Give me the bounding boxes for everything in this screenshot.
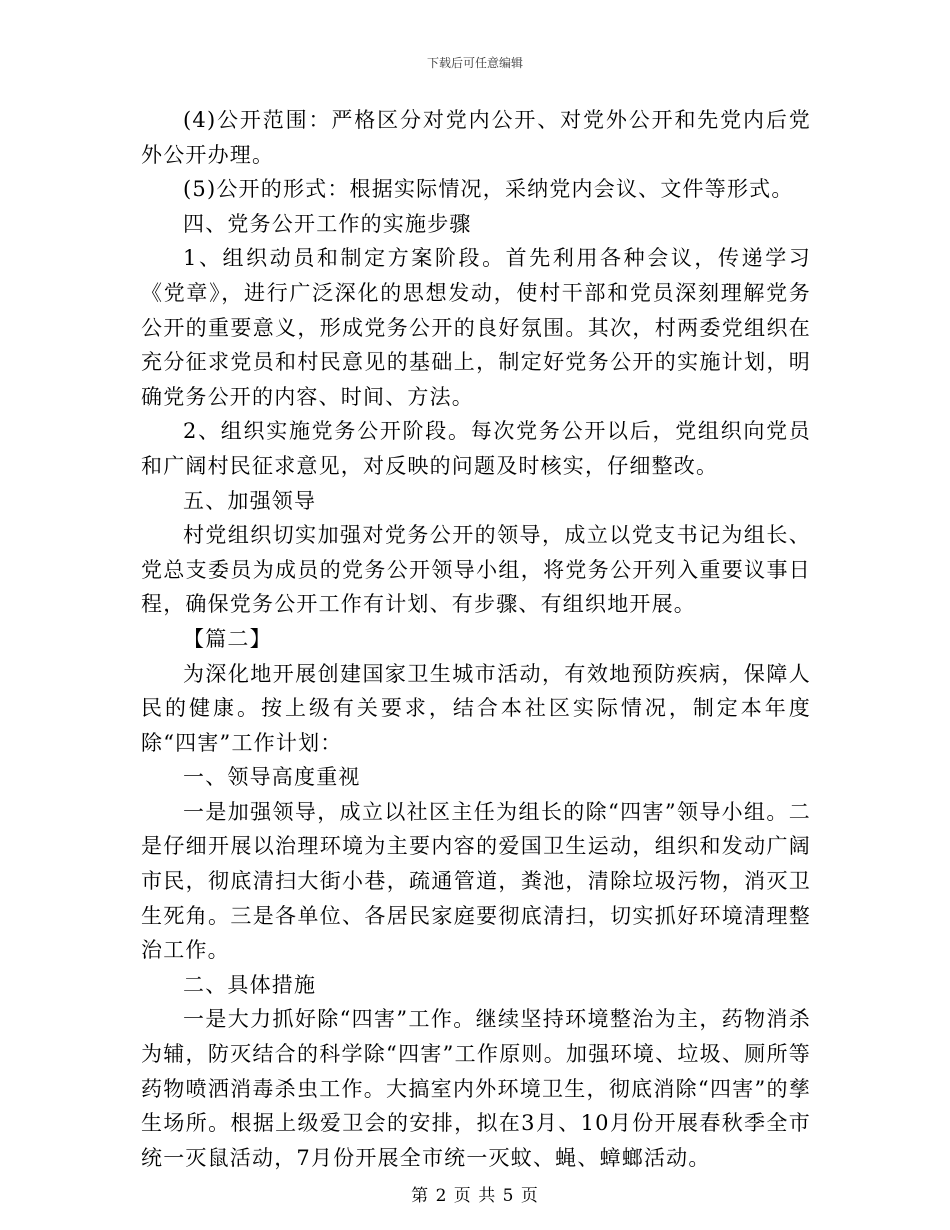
section-heading-leadership: 五、加强领导 (183, 488, 317, 513)
section-heading-steps: 四、党务公开工作的实施步骤 (183, 211, 472, 236)
paragraph-leaders-attention: 一是加强领导，成立以社区主任为组长的除“四害”领导小组。二是仔细开展以治理环境为主要内容的爱国卫生运动，组织和发动广阔市民，彻底清扫大街小巷，疏通管道，粪池，清除垃圾污物，消灭卫生死角。三是各单位、各居民家庭要彻底清扫，切实抓好环境清理整治工作。 (141, 799, 811, 963)
section-heading-leaders-attention: 一、领导高度重视 (183, 765, 361, 790)
page-header: 下载后可任意编辑 (426, 56, 523, 70)
paragraph-scope: (4)公开范围：严格区分对党内公开、对党外公开和先党内后党外公开办理。 (141, 108, 811, 167)
paragraph-intro: 为深化地开展创建国家卫生城市活动，有效地预防疾病，保障人民的健康。按上级有关要求，结合本社区实际情况，制定本年度除“四害”工作计划： (141, 661, 811, 755)
section-heading-part-two: 【篇二】 (183, 626, 272, 651)
paragraph-step-2: 2、组织实施党务公开阶段。每次党务公开以后，党组织向党员和广阔村民征求意见，对反映的问题及时核实，仔细整改。 (141, 419, 811, 478)
document-body (141, 103, 811, 1175)
section-heading-measures: 二、具体措施 (183, 972, 317, 997)
paragraph-measures: 一是大力抓好除“四害”工作。继续坚持环境整治为主，药物消杀为辅，防灭结合的科学除“四害”工作原则。加强环境、垃圾、厕所等药物喷洒消毒杀虫工作。大搞室内外环境卫生，彻底消除“四害”的孳生场所。根据上级爱卫会的安排，拟在3月、10月份开展春秋季全市统一灭鼠活动，7月份开展全市统一灭蚊、蝇、蟑螂活动。 (141, 1007, 811, 1170)
page-number: 第 2 页 共 5 页 (411, 1186, 539, 1206)
paragraph-form: (5)公开的形式：根据实际情况，采纳党内会议、文件等形式。 (183, 177, 794, 202)
paragraph-step-1: 1、组织动员和制定方案阶段。首先利用各种会议，传递学习《党章》，进行广泛深化的思想发动，使村干部和党员深刻理解党务公开的重要意义，形成党务公开的良好氛围。其次，村两委党组织在充分征求党员和村民意见的基础上，制定好党务公开的实施计划，明确党务公开的内容、时间、方法。 (141, 246, 811, 409)
paragraph-leadership: 村党组织切实加强对党务公开的领导，成立以党支书记为组长、党总支委员为成员的党务公开领导小组，将党务公开列入重要议事日程，确保党务公开工作有计划、有步骤、有组织地开展。 (141, 523, 811, 617)
